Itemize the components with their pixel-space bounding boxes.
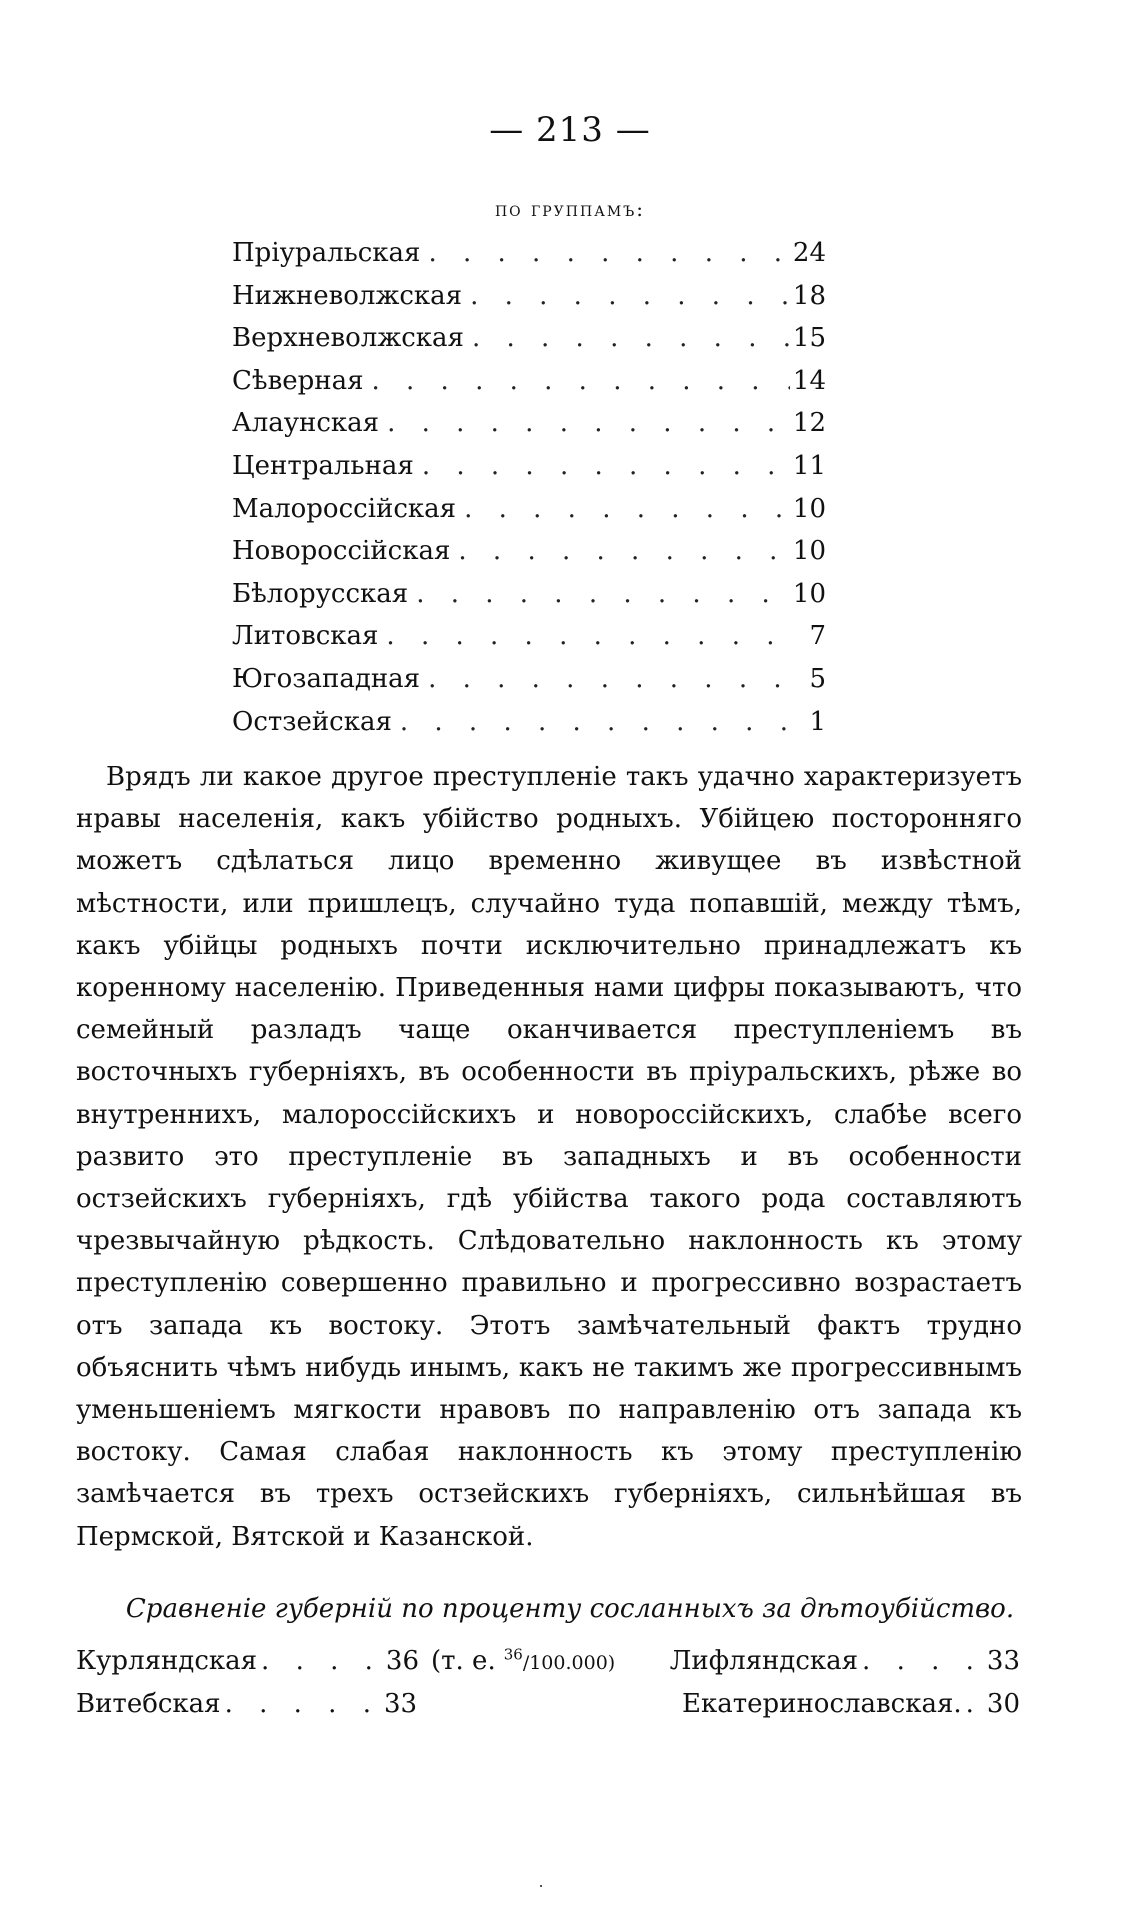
groups-list: [232, 238, 826, 749]
province-value: 33: [383, 1689, 418, 1719]
table-row: [76, 1646, 1020, 1688]
list-item: [232, 664, 826, 707]
group-name: Центральная: [232, 450, 414, 481]
dot-leader: [414, 451, 790, 481]
group-name: Остзейская: [232, 706, 392, 737]
province-value: 33: [986, 1646, 1020, 1676]
ratio-numerator: 36: [503, 1645, 523, 1664]
dot-leader: . . . .: [862, 1646, 983, 1676]
dot-leader: . . . . .: [224, 1689, 380, 1719]
province-name: Курляндская: [76, 1646, 258, 1676]
group-value: 11: [792, 450, 826, 481]
ratio-note: [496, 1646, 615, 1676]
group-value: 10: [792, 493, 826, 524]
dot-leader: [392, 707, 790, 737]
group-name: Литовская: [232, 621, 379, 652]
group-value: 10: [792, 536, 826, 567]
list-item: [232, 408, 826, 451]
list-item: [232, 238, 826, 281]
dot-leader: [450, 536, 790, 566]
list-item: [232, 366, 826, 409]
dot-leader: [379, 408, 790, 438]
comparison-right-cell: [650, 1646, 1020, 1676]
dot-leader: [420, 664, 790, 694]
list-item: [232, 451, 826, 494]
groups-heading: по группамъ:: [494, 197, 646, 221]
comparison-left-cell: [76, 1646, 646, 1676]
province-name: Витебская: [76, 1689, 221, 1719]
ratio-note-open: (т. е.: [431, 1646, 496, 1676]
dot-leader: [420, 238, 790, 268]
group-name: Бѣлорусская: [232, 578, 409, 609]
group-name: Сѣверная: [232, 365, 364, 396]
group-name: Малороссійская: [232, 493, 457, 524]
dot-leader: [378, 621, 790, 651]
list-item: [232, 323, 826, 366]
dot-leader: [456, 494, 790, 524]
print-speck: [540, 1885, 542, 1887]
group-value: 10: [792, 578, 826, 609]
province-value: 30: [986, 1689, 1020, 1719]
dot-leader: [408, 579, 790, 609]
group-name: Нижневолжская: [232, 280, 463, 311]
list-item: [232, 494, 826, 537]
comparison-left-cell: [76, 1689, 646, 1719]
group-value: 15: [792, 323, 826, 354]
list-item: [232, 536, 826, 579]
group-name: Югозападная: [232, 663, 421, 694]
body-paragraph: Врядъ ли какое другое преступленіе такъ удачно характеризуетъ нравы населенія, какъ убійство родныхъ. Убійцею посторонняго можетъ сдѣлаться лицо временно живущее въ извѣстной мѣстности, или пришлецъ, случайно туда попавшій, между тѣмъ, какъ убійцы родныхъ почти исключительно принадлежатъ къ коренному населенію. Приведенныя нами цифры показываютъ, что семейный разладъ чаще оканчивается преступленіемъ въ восточныхъ губерніяхъ, въ особенности въ пріуральскихъ, рѣже во внутреннихъ, малороссійскихъ и новороссійскихъ, слабѣе всего развито это преступленіе въ западныхъ и въ особенности остзейскихъ губерніяхъ, гдѣ убійства такого рода составляютъ чрезвычайную рѣдкость. Слѣдовательно наклонность къ этому преступленію совершенно правильно и прогрессивно возрастаетъ отъ запада къ востоку. Этотъ замѣчательный фактъ трудно объяснить чѣмъ нибудь инымъ, какъ не такимъ же прогрессивнымъ уменьшеніемъ мягкости нравовъ по направленію отъ запада къ востоку. Самая слабая наклонность къ этому преступленію замѣчается въ трехъ остзейскихъ губерніяхъ, сильнѣйшая въ Пермской, Вятской и Казанской.: [76, 762, 1022, 1552]
group-value: 14: [792, 365, 826, 396]
group-name: Алаунская: [232, 408, 380, 439]
list-item: [232, 707, 826, 750]
table-row: [76, 1689, 1020, 1731]
group-value: 7: [809, 621, 826, 652]
province-name: Лифляндская: [669, 1646, 859, 1676]
province-name: Екатеринославская.: [681, 1689, 962, 1719]
group-value: 5: [809, 663, 826, 694]
group-name: Пріуральская: [232, 238, 421, 268]
comparison-title: Сравненіе губерній по проценту сосланныхъ за дѣтоубійство.: [125, 1594, 1015, 1624]
group-value: 24: [792, 238, 826, 268]
list-item: [232, 579, 826, 622]
dot-leader: [363, 366, 790, 396]
province-value: 36: [385, 1646, 419, 1676]
comparison-right-cell: [650, 1689, 1020, 1719]
list-item: [232, 281, 826, 324]
dot-leader: [462, 281, 790, 311]
ratio-denominator: /100.000): [522, 1652, 616, 1674]
page-number: — 213 —: [489, 110, 651, 150]
group-value: 18: [792, 280, 826, 311]
group-name: Новороссійская: [232, 536, 451, 567]
dot-leader: .: [965, 1689, 983, 1719]
group-name: Верхневолжская: [232, 323, 464, 354]
dot-leader: [464, 323, 790, 353]
group-value: 1: [809, 706, 826, 737]
dot-leader: . . . .: [261, 1646, 382, 1676]
group-value: 12: [792, 408, 826, 439]
list-item: [232, 621, 826, 664]
